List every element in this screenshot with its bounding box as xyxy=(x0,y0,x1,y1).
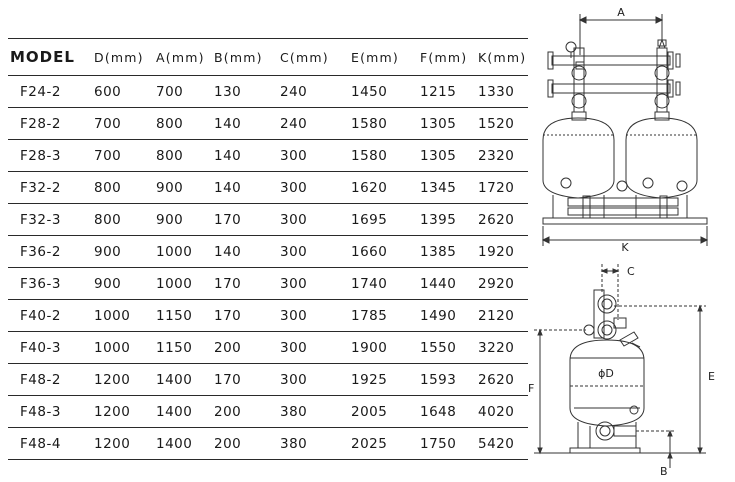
cell-e: 1450 xyxy=(351,83,388,100)
cell-model: F28-2 xyxy=(20,115,61,132)
cell-e: 1785 xyxy=(351,307,388,324)
pressure-gauge-icon xyxy=(566,42,576,52)
cell-k: 2620 xyxy=(478,371,515,388)
cell-e: 1740 xyxy=(351,275,388,292)
cell-e: 2025 xyxy=(351,435,388,452)
cell-a: 700 xyxy=(156,83,184,100)
cell-e: 1695 xyxy=(351,211,388,228)
cell-e: 1660 xyxy=(351,243,388,260)
tank-right xyxy=(626,118,697,180)
cell-k: 4020 xyxy=(478,403,515,420)
cell-c: 240 xyxy=(280,83,308,100)
label-b: B xyxy=(660,465,668,478)
cell-e: 1580 xyxy=(351,147,388,164)
cell-a: 1400 xyxy=(156,403,193,420)
cell-d: 800 xyxy=(94,211,122,228)
cell-c: 300 xyxy=(280,179,308,196)
cell-k: 2620 xyxy=(478,211,515,228)
label-e: E xyxy=(708,370,715,383)
cell-d: 800 xyxy=(94,179,122,196)
cell-c: 300 xyxy=(280,371,308,388)
cell-c: 300 xyxy=(280,339,308,356)
cell-model: F32-3 xyxy=(20,211,61,228)
header-b: B(mm) xyxy=(214,49,263,65)
cell-model: F40-3 xyxy=(20,339,61,356)
cell-a: 1000 xyxy=(156,243,193,260)
cell-k: 1720 xyxy=(478,179,515,196)
cell-c: 380 xyxy=(280,435,308,452)
label-k: K xyxy=(621,241,629,254)
cell-c: 300 xyxy=(280,307,308,324)
cell-e: 1580 xyxy=(351,115,388,132)
cell-c: 240 xyxy=(280,115,308,132)
upper-pipe xyxy=(552,56,670,65)
cell-b: 200 xyxy=(214,339,242,356)
label-c: C xyxy=(627,265,635,278)
cell-k: 1330 xyxy=(478,83,515,100)
cell-a: 1400 xyxy=(156,371,193,388)
cell-d: 1200 xyxy=(94,371,131,388)
cell-f: 1593 xyxy=(420,371,457,388)
cell-c: 300 xyxy=(280,211,308,228)
cell-f: 1750 xyxy=(420,435,457,452)
label-f: F xyxy=(528,382,535,395)
cell-b: 140 xyxy=(214,147,242,164)
cell-e: 2005 xyxy=(351,403,388,420)
cell-model: F48-4 xyxy=(20,435,61,452)
header-model: MODEL xyxy=(10,48,75,66)
cell-f: 1305 xyxy=(420,115,457,132)
cell-f: 1385 xyxy=(420,243,457,260)
cell-b: 130 xyxy=(214,83,242,100)
cell-c: 300 xyxy=(280,243,308,260)
cell-model: F24-2 xyxy=(20,83,61,100)
cell-d: 700 xyxy=(94,115,122,132)
cell-b: 170 xyxy=(214,211,242,228)
tank-left xyxy=(543,118,614,180)
cell-b: 170 xyxy=(214,275,242,292)
side-view xyxy=(534,264,706,468)
cell-b: 140 xyxy=(214,179,242,196)
cell-f: 1440 xyxy=(420,275,457,292)
cell-model: F48-2 xyxy=(20,371,61,388)
cell-k: 5420 xyxy=(478,435,515,452)
cell-k: 2320 xyxy=(478,147,515,164)
cell-b: 140 xyxy=(214,243,242,260)
header-k: K(mm) xyxy=(478,49,527,65)
cell-model: F36-3 xyxy=(20,275,61,292)
tank-side xyxy=(570,340,644,426)
cell-e: 1620 xyxy=(351,179,388,196)
cell-a: 800 xyxy=(156,115,184,132)
cell-b: 200 xyxy=(214,403,242,420)
cell-c: 300 xyxy=(280,275,308,292)
cell-d: 900 xyxy=(94,275,122,292)
cell-a: 900 xyxy=(156,211,184,228)
cell-b: 200 xyxy=(214,435,242,452)
cell-a: 1150 xyxy=(156,307,193,324)
cell-b: 140 xyxy=(214,115,242,132)
front-view xyxy=(543,14,707,246)
cell-k: 2120 xyxy=(478,307,515,324)
cell-a: 800 xyxy=(156,147,184,164)
cell-d: 600 xyxy=(94,83,122,100)
cell-k: 3220 xyxy=(478,339,515,356)
cell-d: 1200 xyxy=(94,403,131,420)
header-e: E(mm) xyxy=(351,49,400,65)
cell-a: 1400 xyxy=(156,435,193,452)
cell-f: 1345 xyxy=(420,179,457,196)
cell-c: 300 xyxy=(280,147,308,164)
cell-f: 1490 xyxy=(420,307,457,324)
cell-model: F48-3 xyxy=(20,403,61,420)
cell-model: F36-2 xyxy=(20,243,61,260)
cell-c: 380 xyxy=(280,403,308,420)
cell-k: 1920 xyxy=(478,243,515,260)
lower-pipe xyxy=(552,84,670,93)
cell-d: 1000 xyxy=(94,307,131,324)
cell-a: 1150 xyxy=(156,339,193,356)
cell-f: 1550 xyxy=(420,339,457,356)
cell-b: 170 xyxy=(214,307,242,324)
cell-d: 1200 xyxy=(94,435,131,452)
cell-k: 1520 xyxy=(478,115,515,132)
cell-f: 1215 xyxy=(420,83,457,100)
cell-a: 1000 xyxy=(156,275,193,292)
cell-model: F40-2 xyxy=(20,307,61,324)
header-d: D(mm) xyxy=(94,49,144,65)
skid-base xyxy=(543,218,707,224)
cell-d: 1000 xyxy=(94,339,131,356)
cell-f: 1305 xyxy=(420,147,457,164)
cell-model: F32-2 xyxy=(20,179,61,196)
header-f: F(mm) xyxy=(420,49,468,65)
cell-d: 900 xyxy=(94,243,122,260)
cell-f: 1395 xyxy=(420,211,457,228)
cell-d: 700 xyxy=(94,147,122,164)
cell-a: 900 xyxy=(156,179,184,196)
cell-e: 1925 xyxy=(351,371,388,388)
header-c: C(mm) xyxy=(280,49,329,65)
cell-f: 1648 xyxy=(420,403,457,420)
cell-b: 170 xyxy=(214,371,242,388)
label-a: A xyxy=(617,6,625,19)
cell-e: 1900 xyxy=(351,339,388,356)
cell-model: F28-3 xyxy=(20,147,61,164)
cell-k: 2920 xyxy=(478,275,515,292)
header-a: A(mm) xyxy=(156,49,205,65)
label-d: ϕD xyxy=(598,367,614,380)
